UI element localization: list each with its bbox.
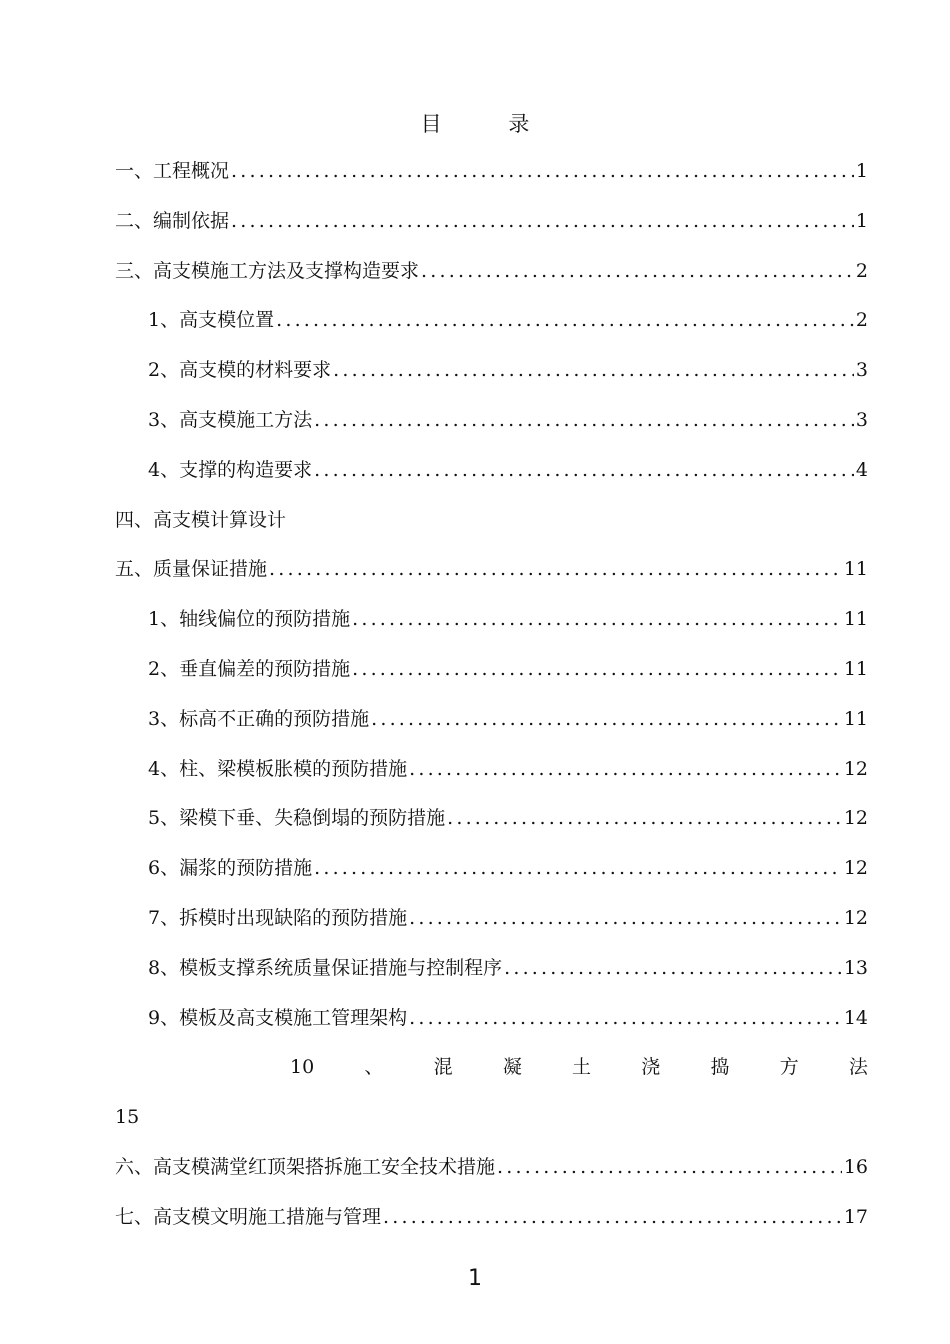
toc-entry[interactable] <box>115 645 868 695</box>
toc-entry-label-part: 、 <box>364 1056 384 1079</box>
toc-entry-label: 六、高支模满堂红顶架搭拆施工安全技术措施 <box>115 1155 496 1178</box>
toc-entry-label: 五、质量保证措施 <box>115 558 268 581</box>
toc-entry[interactable] <box>115 994 868 1044</box>
toc-entry[interactable] <box>115 197 868 247</box>
toc-entry-label: 七、高支模文明施工措施与管理 <box>115 1205 382 1228</box>
toc-entry-label: 4、柱、梁模板胀模的预防措施 <box>148 757 408 780</box>
toc-entry-label: 9、模板及高支模施工管理架构 <box>148 1006 408 1029</box>
toc-entry[interactable] <box>115 944 868 994</box>
toc-entry[interactable] <box>115 695 868 745</box>
toc-entry-page: 4 <box>855 458 868 481</box>
toc-leader-dots <box>314 446 854 496</box>
toc-entry-justified[interactable] <box>115 1043 868 1093</box>
toc-entry[interactable] <box>115 296 868 346</box>
toc-entry[interactable] <box>115 745 868 795</box>
toc-entry-label: 四、高支模计算设计 <box>115 508 287 531</box>
toc-leader-dots <box>333 346 854 396</box>
toc-entry-page: 1 <box>855 160 868 182</box>
toc-entry[interactable] <box>115 346 868 396</box>
toc-leader-dots <box>352 645 842 695</box>
toc-entry-label-part: 凝 <box>502 1056 522 1079</box>
toc-entry-label: 3、高支模施工方法 <box>148 408 313 431</box>
toc-leader-dots <box>447 794 842 844</box>
toc-leader-dots <box>314 844 842 894</box>
toc-entry-page: 15 <box>115 1106 140 1129</box>
toc-leader-dots <box>497 1143 842 1193</box>
toc-entry-label: 8、模板支撑系统质量保证措施与控制程序 <box>148 956 503 979</box>
toc-entry-label: 二、编制依据 <box>115 209 230 232</box>
toc-entry-label: 2、高支模的材料要求 <box>148 359 332 382</box>
toc-entry-page: 12 <box>843 857 868 880</box>
toc-entry-label-part: 混 <box>433 1056 453 1079</box>
toc-leader-dots <box>371 695 842 745</box>
toc-entry-label-part: 10 <box>290 1056 315 1079</box>
toc-entry-page: 14 <box>843 1006 868 1029</box>
toc-leader-dots <box>409 994 842 1044</box>
toc-entry[interactable] <box>115 595 868 645</box>
toc-entry-label: 6、漏浆的预防措施 <box>148 857 313 880</box>
toc-entry-page: 2 <box>855 259 868 282</box>
toc-entry-label: 4、支撑的构造要求 <box>148 458 313 481</box>
toc-entry[interactable] <box>115 894 868 944</box>
toc-entry[interactable] <box>115 396 868 446</box>
toc-entry-page: 12 <box>843 757 868 780</box>
toc-leader-dots <box>421 247 854 297</box>
toc-entry-label: 3、标高不正确的预防措施 <box>148 707 370 730</box>
toc-entry-label-part: 法 <box>848 1056 868 1079</box>
toc-leader-dots <box>352 595 842 645</box>
toc-entry-page: 1 <box>855 209 868 232</box>
toc-entry[interactable] <box>115 794 868 844</box>
toc-leader-dots <box>314 396 854 446</box>
toc-leader-dots <box>383 1193 842 1243</box>
toc-entry-page: 16 <box>843 1155 868 1178</box>
toc-entry[interactable] <box>115 1193 868 1243</box>
table-of-contents <box>115 147 868 1243</box>
toc-entry-page: 3 <box>855 359 868 382</box>
page-number: 1 <box>468 1266 482 1291</box>
toc-leader-dots <box>504 944 842 994</box>
toc-entry-page: 12 <box>843 807 868 830</box>
toc-entry-label-part: 捣 <box>710 1056 730 1079</box>
toc-entry-label: 1、高支模位置 <box>148 309 275 332</box>
toc-entry-page: 11 <box>843 608 868 631</box>
toc-leader-dots <box>409 745 842 795</box>
toc-leader-dots <box>231 147 854 197</box>
toc-entry-page: 11 <box>843 657 868 680</box>
toc-entry-label-part: 浇 <box>641 1056 661 1079</box>
toc-entry-label: 1、轴线偏位的预防措施 <box>148 608 351 631</box>
toc-leader-dots <box>409 894 842 944</box>
toc-entry-page: 11 <box>843 707 868 730</box>
toc-entry[interactable] <box>115 1143 868 1193</box>
toc-title: 目 录 <box>420 112 560 136</box>
toc-entry-label-part: 土 <box>572 1056 592 1079</box>
toc-entry-page: 11 <box>843 558 868 581</box>
toc-entry-label-part: 方 <box>779 1056 799 1079</box>
toc-entry-label: 5、梁模下垂、失稳倒塌的预防措施 <box>148 807 446 830</box>
toc-entry-label: 一、工程概况 <box>115 160 230 182</box>
toc-entry[interactable] <box>115 147 868 197</box>
toc-entry-label: 三、高支模施工方法及支撑构造要求 <box>115 259 420 282</box>
toc-entry-page: 2 <box>855 309 868 332</box>
toc-entry-page: 3 <box>855 408 868 431</box>
toc-entry[interactable] <box>115 496 868 546</box>
toc-leader-dots <box>276 296 854 346</box>
toc-entry-label: 2、垂直偏差的预防措施 <box>148 657 351 680</box>
toc-entry-page: 17 <box>843 1205 868 1228</box>
toc-entry-page: 12 <box>843 906 868 929</box>
toc-leader-dots <box>269 545 842 595</box>
toc-entry[interactable] <box>115 446 868 496</box>
toc-entry[interactable] <box>115 844 868 894</box>
toc-entry[interactable] <box>115 545 868 595</box>
toc-entry-label: 7、拆模时出现缺陷的预防措施 <box>148 906 408 929</box>
toc-entry[interactable] <box>115 247 868 297</box>
toc-entry-page: 13 <box>843 956 868 979</box>
toc-leader-dots <box>231 197 854 247</box>
